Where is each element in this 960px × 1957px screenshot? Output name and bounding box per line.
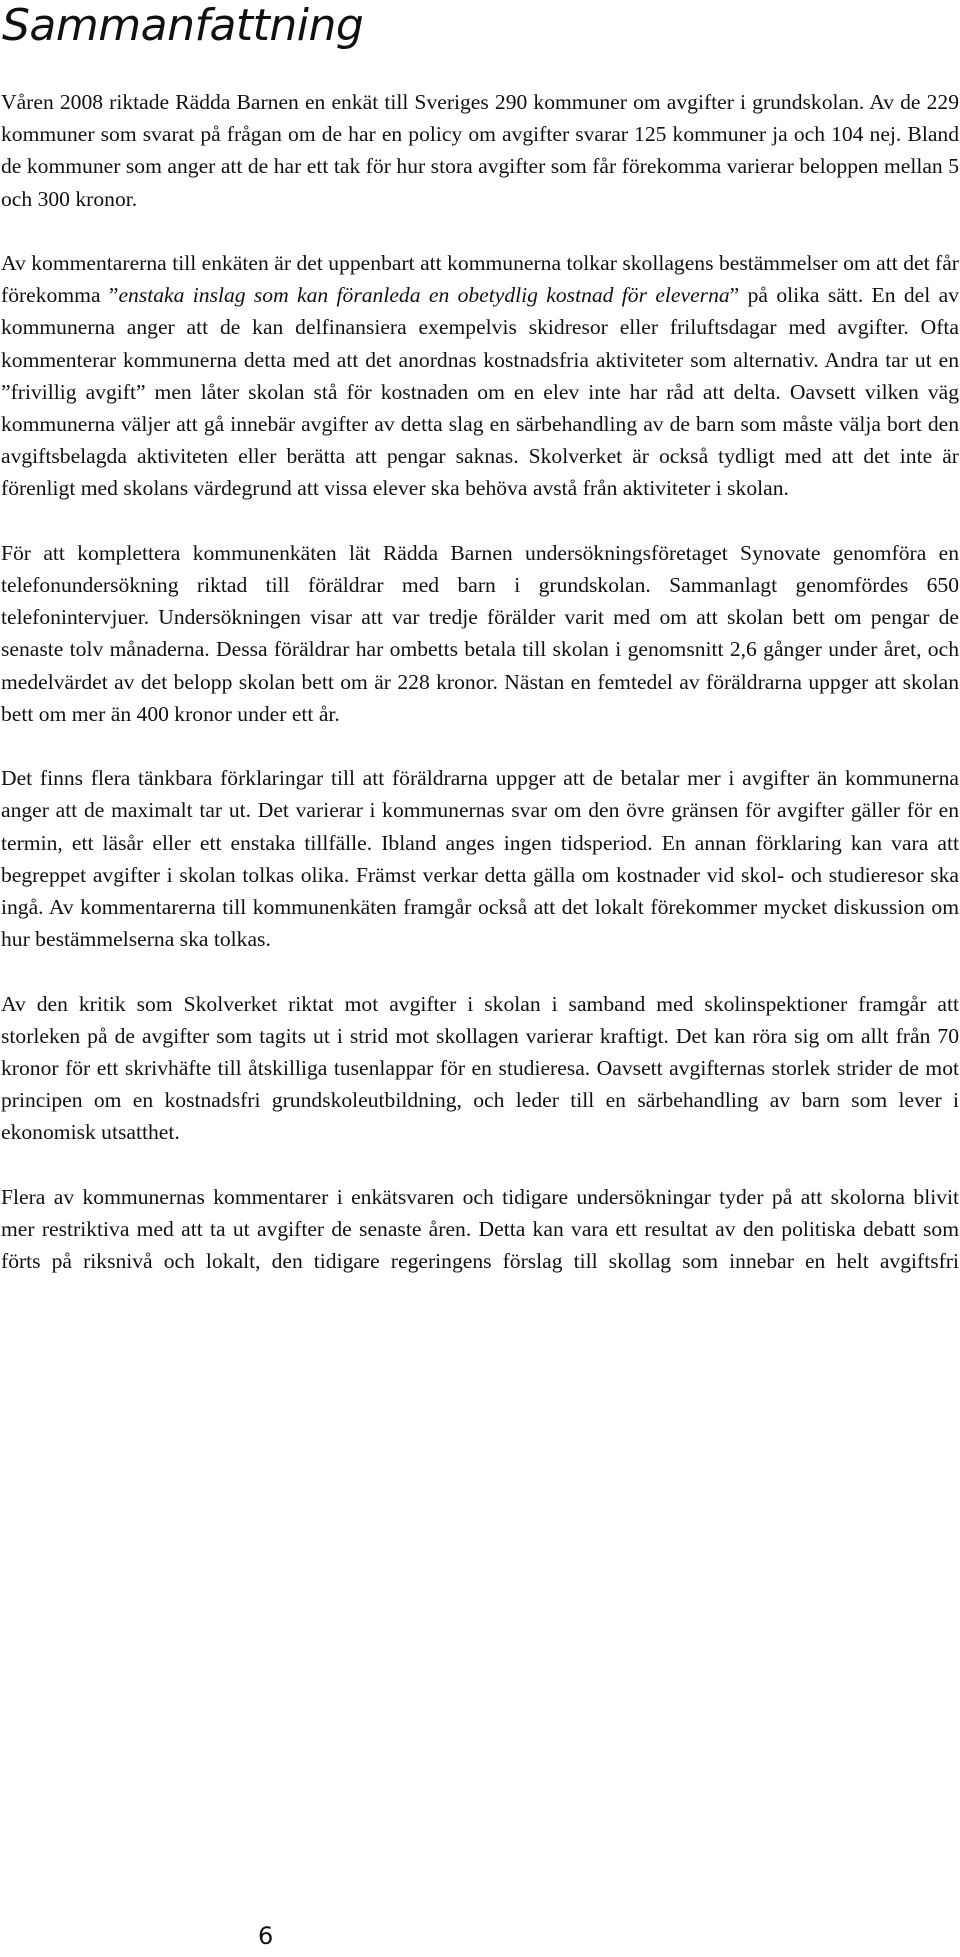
page-number: 6 xyxy=(258,1922,274,1950)
paragraph-5: Av den kritik som Skolverket riktat mot avgifter i skolan i samband med skolinspektioner framgår att storleken på de avgifter som tagits ut i strid mot skollagen varierar kraftigt. Det kan röra sig om allt från 70 kronor för ett skrivhäfte till åtskilliga tusenlappar för en studieresa. Oavsett avgifternas storlek strider de mot principen om en kostnadsfri grundskoleutbildning, och leder till en särbehandling av barn som lever i ekonomisk utsatthet. xyxy=(1,991,959,1145)
paragraph-6: Flera av kommunernas kommentarer i enkätsvaren och tidigare undersökningar tyder på att skolorna blivit mer restriktiva med att ta ut avgifter de senaste åren. Detta kan vara ett resultat av den politiska debatt som förts på riksnivå och lokalt, den tidigare regeringens förslag till skollag som innebar en helt avgiftsfri xyxy=(1,1184,959,1274)
paragraph-2-quote: enstaka inslag som kan föranleda en obetydlig kostnad för eleverna xyxy=(118,283,730,308)
body-text xyxy=(1,86,959,1277)
paragraph-1: Våren 2008 riktade Rädda Barnen en enkät till Sveriges 290 kommuner om avgifter i grundskolan. Av de 229 kommuner som svarat på frågan om de har en policy om avgifter svarar 125 kommuner ja och 104 nej. Bland de kommuner som anger att de har ett tak för hur stora avgifter som får förekomma varierar beloppen mellan 5 och 300 kronor. xyxy=(1,90,959,211)
paragraph-4: Det finns flera tänkbara förklaringar till att föräldrarna uppger att de betalar mer i avgifter än kommunerna anger att de maximalt tar ut. Det varierar i kommunernas svar om den övre gränsen för avgifter gäller för en termin, ett läsår eller ett enstaka tillfälle. Ibland anges ingen tidsperiod. En annan förklaring kan vara att begreppet avgifter i skolan tolkas olika. Främst verkar detta gälla om kostnader vid skol- och studieresor ska ingå. Av kommentarerna till kommunenkäten framgår också att det lokalt förekommer mycket diskussion om hur bestämmelserna ska tolkas. xyxy=(1,766,959,952)
paragraph-2-text-after: ” på olika sätt. En del av kommunerna anger att de kan delfinansiera exempelvis skidresor eller friluftsdagar med avgifter. Ofta kommenterar kommunerna detta med att det anordnas kostnadsfria aktiviteter som alternativ. Andra tar ut en ”frivillig avgift” men låter skolan stå för kostnaden om en elev inte har råd att delta. Oavsett vilken väg kommunerna väljer att gå innebär avgifter av detta slag en särbehandling av de barn som måste välja bort den avgiftsbelagda aktiviteten eller berätta att pengar saknas. Skolverket är också tydligt med att det inte är förenligt med skolans värdegrund att vissa elever ska behöva avstå från aktiviteter i skolan. xyxy=(1,283,959,501)
paragraph-2 xyxy=(1,247,959,505)
paragraph-3: För att komplettera kommunenkäten lät Rädda Barnen undersökningsföretaget Synovate genomföra en telefonundersökning riktad till föräldrar med barn i grundskolan. Sammanlagt genomfördes 650 telefonintervjuer. Undersökningen visar att var tredje förälder varit med om att skolan bett om pengar de senaste tolv månaderna. Dessa föräldrar har ombetts betala till skolan i genomsnitt 2,6 gånger under året, och medelvärdet av det belopp skolan bett om är 228 kronor. Nästan en femtedel av föräldrarna uppger att skolan bett om mer än 400 kronor under ett år. xyxy=(1,540,959,726)
paragraph-2-text-before: Av kommentarerna till enkäten är det uppenbart att kommunerna tolkar skollagens bestämmelser om att det får förekomma ” xyxy=(1,251,959,308)
page-title: Sammanfattning xyxy=(2,0,364,51)
